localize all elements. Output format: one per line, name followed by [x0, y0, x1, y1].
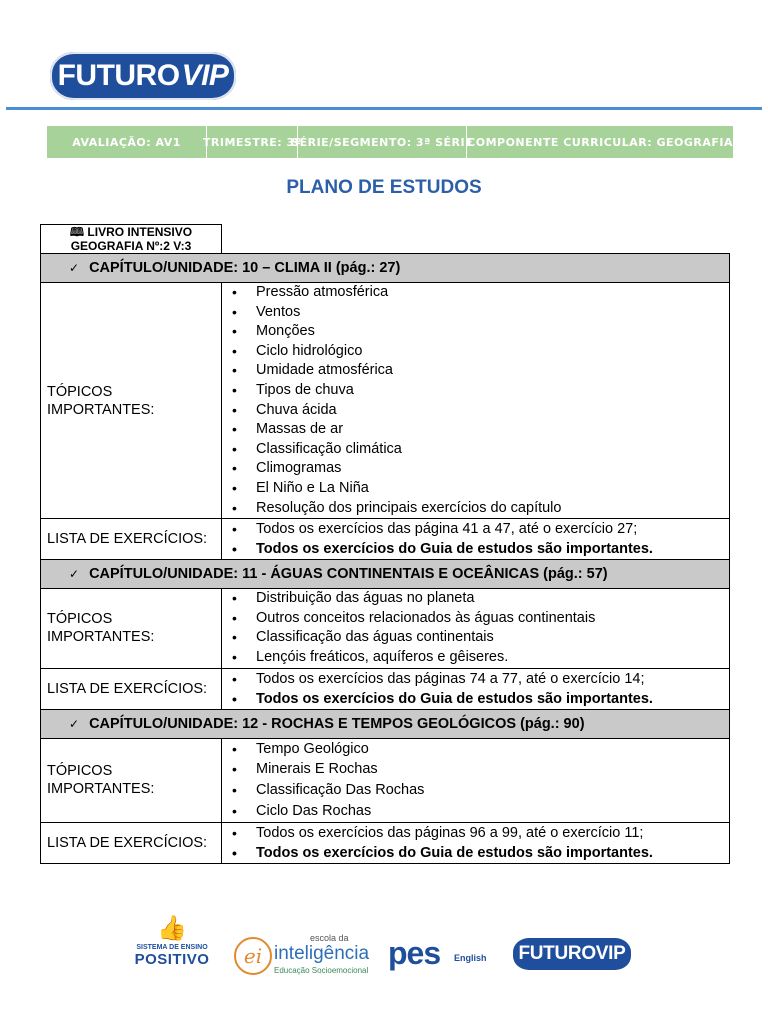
positivo-logo: 👍 SISTEMA DE ENSINO POSITIVO — [132, 915, 212, 979]
topics-row — [41, 283, 730, 519]
futurovip-footer-logo: FUTUROVIP — [513, 938, 631, 970]
topics-label: TÓPICOS IMPORTANTES: — [41, 589, 222, 668]
topics-list — [228, 589, 723, 667]
checkmark-icon: ✓ — [69, 567, 80, 582]
exercises-label: LISTA DE EXERCÍCIOS: — [41, 519, 222, 560]
list-item: • Pressão atmosférica — [256, 283, 723, 303]
list-item: • Todos os exercícios das páginas 74 a 77, até o exercício 14; — [256, 669, 723, 689]
list-item: • Outros conceitos relacionados às águas continentais — [256, 609, 723, 629]
logo-text: FUTUROVIP — [57, 59, 229, 92]
chapter-heading: ✓ CAPÍTULO/UNIDADE: 12 - ROCHAS E TEMPOS GEOLÓGICOS (pág.: 90) — [41, 709, 730, 738]
topics-label: TÓPICOS IMPORTANTES: — [41, 738, 222, 822]
header-divider — [6, 107, 762, 110]
list-item: • Climogramas — [256, 459, 723, 479]
info-evaluation: AVALIAÇÃO: AV1 — [47, 126, 207, 158]
list-item: • Ciclo Das Rochas — [256, 801, 723, 822]
chapter-heading: ✓ CAPÍTULO/UNIDADE: 10 – CLIMA II (pág.: 27) — [41, 254, 730, 283]
book-cell: 🕮 LIVRO INTENSIVO GEOGRAFIA Nº:2 V:3 — [41, 225, 222, 254]
list-item: • Classificação Das Rochas — [256, 780, 723, 801]
info-grade: SÉRIE/SEGMENTO: 3ª SÉRIE — [298, 126, 467, 158]
list-item: • El Niño e La Niña — [256, 479, 723, 499]
topics-row — [41, 589, 730, 668]
list-item: • Ciclo hidrológico — [256, 342, 723, 362]
footer-logos — [0, 915, 768, 985]
topics-row — [41, 738, 730, 822]
book-icon: 🕮 — [69, 225, 85, 239]
list-item: • Umidade atmosférica — [256, 361, 723, 381]
info-subject: COMPONENTE CURRICULAR: GEOGRAFIA — [467, 135, 733, 149]
topics-label: TÓPICOS IMPORTANTES: — [41, 283, 222, 519]
exercises-list — [228, 669, 723, 709]
list-item: • Chuva ácida — [256, 401, 723, 421]
book-row — [41, 225, 730, 254]
list-item: • Todos os exercícios das páginas 96 a 99, até o exercício 11; — [256, 823, 723, 843]
topics-list — [228, 283, 723, 518]
futurovip-logo — [50, 52, 236, 100]
checkmark-icon: ✓ — [69, 261, 80, 275]
list-item: • Todos os exercícios do Guia de estudos são importantes. — [256, 539, 723, 559]
list-item: • Todos os exercícios do Guia de estudos são importantes. — [256, 843, 723, 863]
exercises-list — [228, 823, 723, 863]
chapter-heading: ✓ CAPÍTULO/UNIDADE: 11 - ÁGUAS CONTINENTAIS E OCEÂNICAS (pág.: 57) — [41, 560, 730, 589]
list-item: • Minerais E Rochas — [256, 759, 723, 780]
info-trimester: TRIMESTRE: 3º — [207, 126, 298, 158]
exercises-row — [41, 519, 730, 560]
list-item: • Distribuição das águas no planeta — [256, 589, 723, 609]
list-item: • Ventos — [256, 303, 723, 323]
exercises-list — [228, 519, 723, 559]
thumbs-up-icon: 👍 — [157, 915, 187, 942]
page-title: PLANO DE ESTUDOS — [286, 177, 482, 198]
list-item: • Tipos de chuva — [256, 381, 723, 401]
list-item: • Resolução dos principais exercícios do capítulo — [256, 499, 723, 519]
study-plan-table — [40, 224, 730, 864]
list-item: • Tempo Geológico — [256, 739, 723, 760]
exercises-label: LISTA DE EXERCÍCIOS: — [41, 822, 222, 863]
escola-inteligencia-logo: ei escola da inteligência Educação Socioemocional — [234, 933, 374, 979]
checkmark-icon: ✓ — [69, 716, 80, 731]
list-item: • Classificação climática — [256, 440, 723, 460]
exercises-label: LISTA DE EXERCÍCIOS: — [41, 668, 222, 709]
exercises-row — [41, 822, 730, 863]
info-bar — [47, 126, 733, 158]
list-item: • Monções — [256, 322, 723, 342]
list-item: • Todos os exercícios das página 41 a 47, até o exercício 27; — [256, 519, 723, 539]
pes-english-logo: pes English — [388, 935, 487, 971]
list-item: • Lençóis freáticos, aquíferos e gêiseres. — [256, 648, 723, 668]
list-item: • Classificação das águas continentais — [256, 628, 723, 648]
exercises-row — [41, 668, 730, 709]
list-item: • Todos os exercícios do Guia de estudos são importantes. — [256, 689, 723, 709]
list-item: • Massas de ar — [256, 420, 723, 440]
topics-list — [228, 739, 723, 822]
